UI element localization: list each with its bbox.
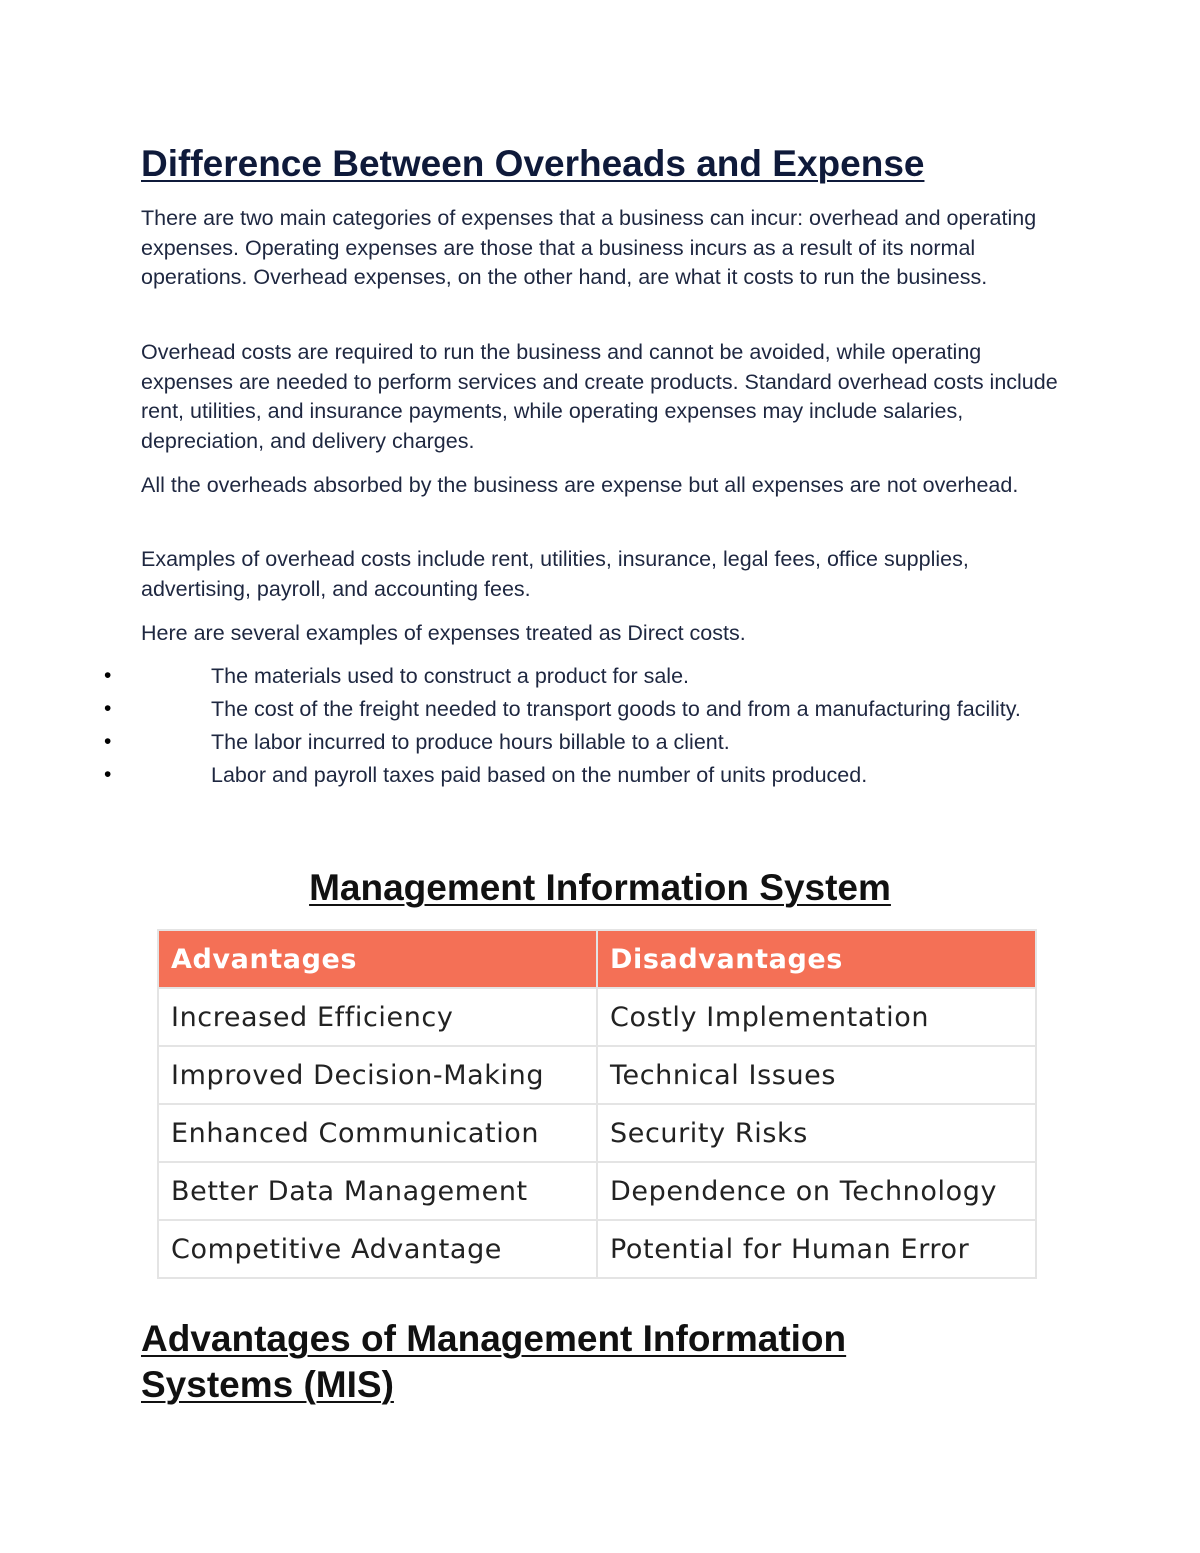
table-cell-advantage: Better Data Management [158, 1162, 597, 1220]
paragraph-direct-costs-intro: Here are several examples of expenses treated as Direct costs. [141, 621, 746, 645]
header-disadvantages: Disadvantages [597, 930, 1036, 988]
list-item-text: Labor and payroll taxes paid based on the number of units produced. [211, 763, 868, 787]
table-cell-disadvantage: Technical Issues [597, 1046, 1036, 1104]
list-item [100, 662, 1060, 690]
mis-heading [0, 864, 1200, 912]
list-item-text: The cost of the freight needed to transport goods to and from a manufacturing facility. [211, 697, 1021, 721]
advantages-heading-text: Advantages of Management Information Systems (MIS) [141, 1318, 847, 1405]
bullet-icon: • [104, 730, 112, 753]
table-row [158, 1046, 1036, 1104]
mis-table [157, 929, 1037, 1279]
table-cell-disadvantage: Potential for Human Error [597, 1220, 1036, 1278]
table-header-row [158, 930, 1036, 988]
advantages-heading [141, 1316, 941, 1408]
paragraph-absorbed: All the overheads absorbed by the business are expense but all expenses are not overhead. [141, 473, 1019, 497]
table-row [158, 988, 1036, 1046]
bullet-icon: • [104, 763, 112, 786]
header-advantages: Advantages [158, 930, 597, 988]
list-item [100, 728, 1060, 756]
bullet-icon: • [104, 664, 112, 687]
table-cell-disadvantage: Costly Implementation [597, 988, 1036, 1046]
direct-costs-list [100, 662, 1060, 794]
paragraph-examples: Examples of overhead costs include rent, utilities, insurance, legal fees, office supplies, advertising, payroll, and accounting fees. [141, 547, 969, 601]
paragraph-overhead-costs: Overhead costs are required to run the business and cannot be avoided, while operating expenses are needed to perform services and create products. Standard overhead costs include rent, utilities, and insurance payments, while operating expenses may include salaries, depreciation, and delivery charges. [141, 340, 1058, 453]
bullet-icon: • [104, 697, 112, 720]
table-cell-advantage: Increased Efficiency [158, 988, 597, 1046]
main-heading: Difference Between Overheads and Expense [141, 143, 925, 184]
table-cell-advantage: Enhanced Communication [158, 1104, 597, 1162]
mis-heading-text: Management Information System [309, 867, 891, 908]
list-item-text: The labor incurred to produce hours billable to a client. [211, 730, 730, 754]
list-item [100, 695, 1060, 723]
table-row [158, 1162, 1036, 1220]
table-cell-advantage: Improved Decision-Making [158, 1046, 597, 1104]
table-cell-advantage: Competitive Advantage [158, 1220, 597, 1278]
table-row [158, 1104, 1036, 1162]
list-item [100, 761, 1060, 789]
paragraph-categories: There are two main categories of expenses that a business can incur: overhead and operating expenses. Operating expenses are those that a business incurs as a result of its normal operations. Overhead expenses, on the other hand, are what it costs to run the business. [141, 206, 1037, 289]
table-cell-disadvantage: Dependence on Technology [597, 1162, 1036, 1220]
table-row [158, 1220, 1036, 1278]
table-cell-disadvantage: Security Risks [597, 1104, 1036, 1162]
list-item-text: The materials used to construct a product for sale. [211, 664, 690, 688]
